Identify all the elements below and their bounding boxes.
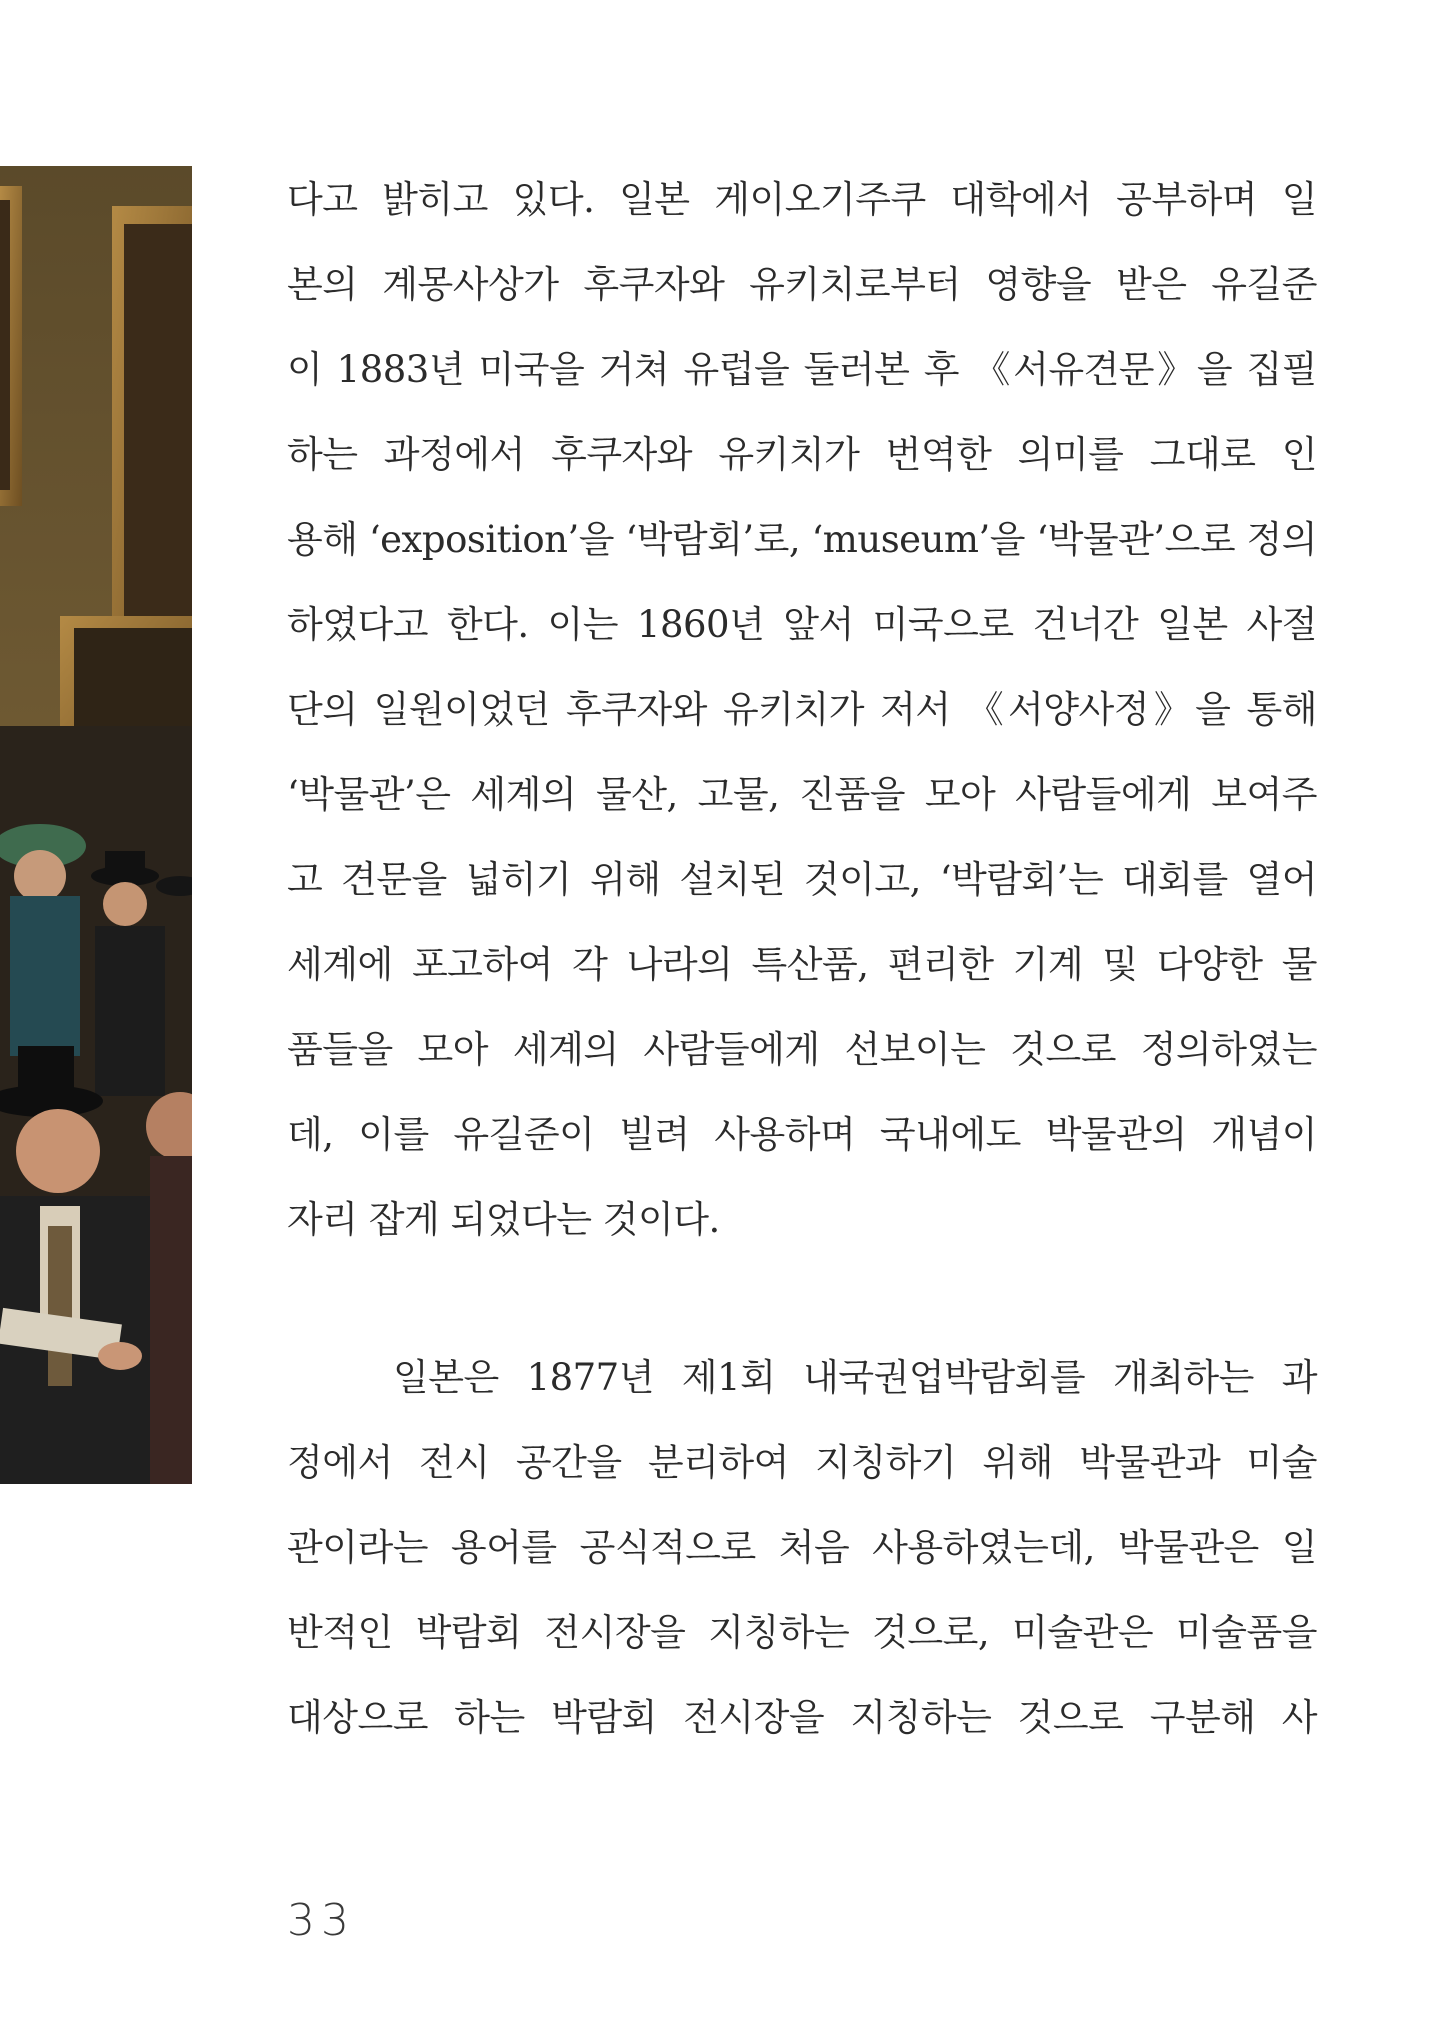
page-number: 33 — [287, 1895, 355, 1946]
text-line: 일본은 1877년 제1회 내국권업박람회를 개최하는 과 — [393, 1356, 1317, 1399]
text-line: 하였다고 한다. 이는 1860년 앞서 미국으로 건너간 일본 사절 — [287, 603, 1317, 646]
text-line: ‘박물관’은 세계의 물산, 고물, 진품을 모아 사람들에게 보여주 — [287, 773, 1317, 816]
text-line: 본의 계몽사상가 후쿠자와 유키치로부터 영향을 받은 유길준 — [287, 263, 1317, 306]
gallery-painting-image — [0, 166, 192, 1484]
text-line: 이 1883년 미국을 거쳐 유럽을 둘러본 후 《서유견문》을 집필 — [287, 348, 1317, 391]
paragraph-2 — [287, 1335, 1317, 1760]
text-line: 대상으로 하는 박람회 전시장을 지칭하는 것으로 구분해 사 — [287, 1696, 1317, 1739]
paragraph-1 — [287, 157, 1317, 1262]
text-line: 품들을 모아 세계의 사람들에게 선보이는 것으로 정의하였는 — [287, 1028, 1317, 1071]
text-line: 관이라는 용어를 공식적으로 처음 사용하였는데, 박물관은 일 — [287, 1526, 1317, 1569]
text-line: 정에서 전시 공간을 분리하여 지칭하기 위해 박물관과 미술 — [287, 1441, 1317, 1484]
text-line: 단의 일원이었던 후쿠자와 유키치가 저서 《서양사정》을 통해 — [287, 688, 1317, 731]
painting-illustration — [0, 166, 192, 1484]
text-line: 고 견문을 넓히기 위해 설치된 것이고, ‘박람회’는 대회를 열어 — [287, 858, 1317, 901]
text-line: 자리 잡게 되었다는 것이다. — [287, 1198, 720, 1241]
text-line: 다고 밝히고 있다. 일본 게이오기주쿠 대학에서 공부하며 일 — [287, 178, 1317, 221]
text-line: 세계에 포고하여 각 나라의 특산품, 편리한 기계 및 다양한 물 — [287, 943, 1317, 986]
text-line: 반적인 박람회 전시장을 지칭하는 것으로, 미술관은 미술품을 — [287, 1611, 1317, 1654]
text-line: 하는 과정에서 후쿠자와 유키치가 번역한 의미를 그대로 인 — [287, 433, 1317, 476]
text-line: 데, 이를 유길준이 빌려 사용하며 국내에도 박물관의 개념이 — [287, 1113, 1317, 1156]
text-line: 용해 ‘exposition’을 ‘박람회’로, ‘museum’을 ‘박물관’으로 정의 — [287, 518, 1317, 561]
